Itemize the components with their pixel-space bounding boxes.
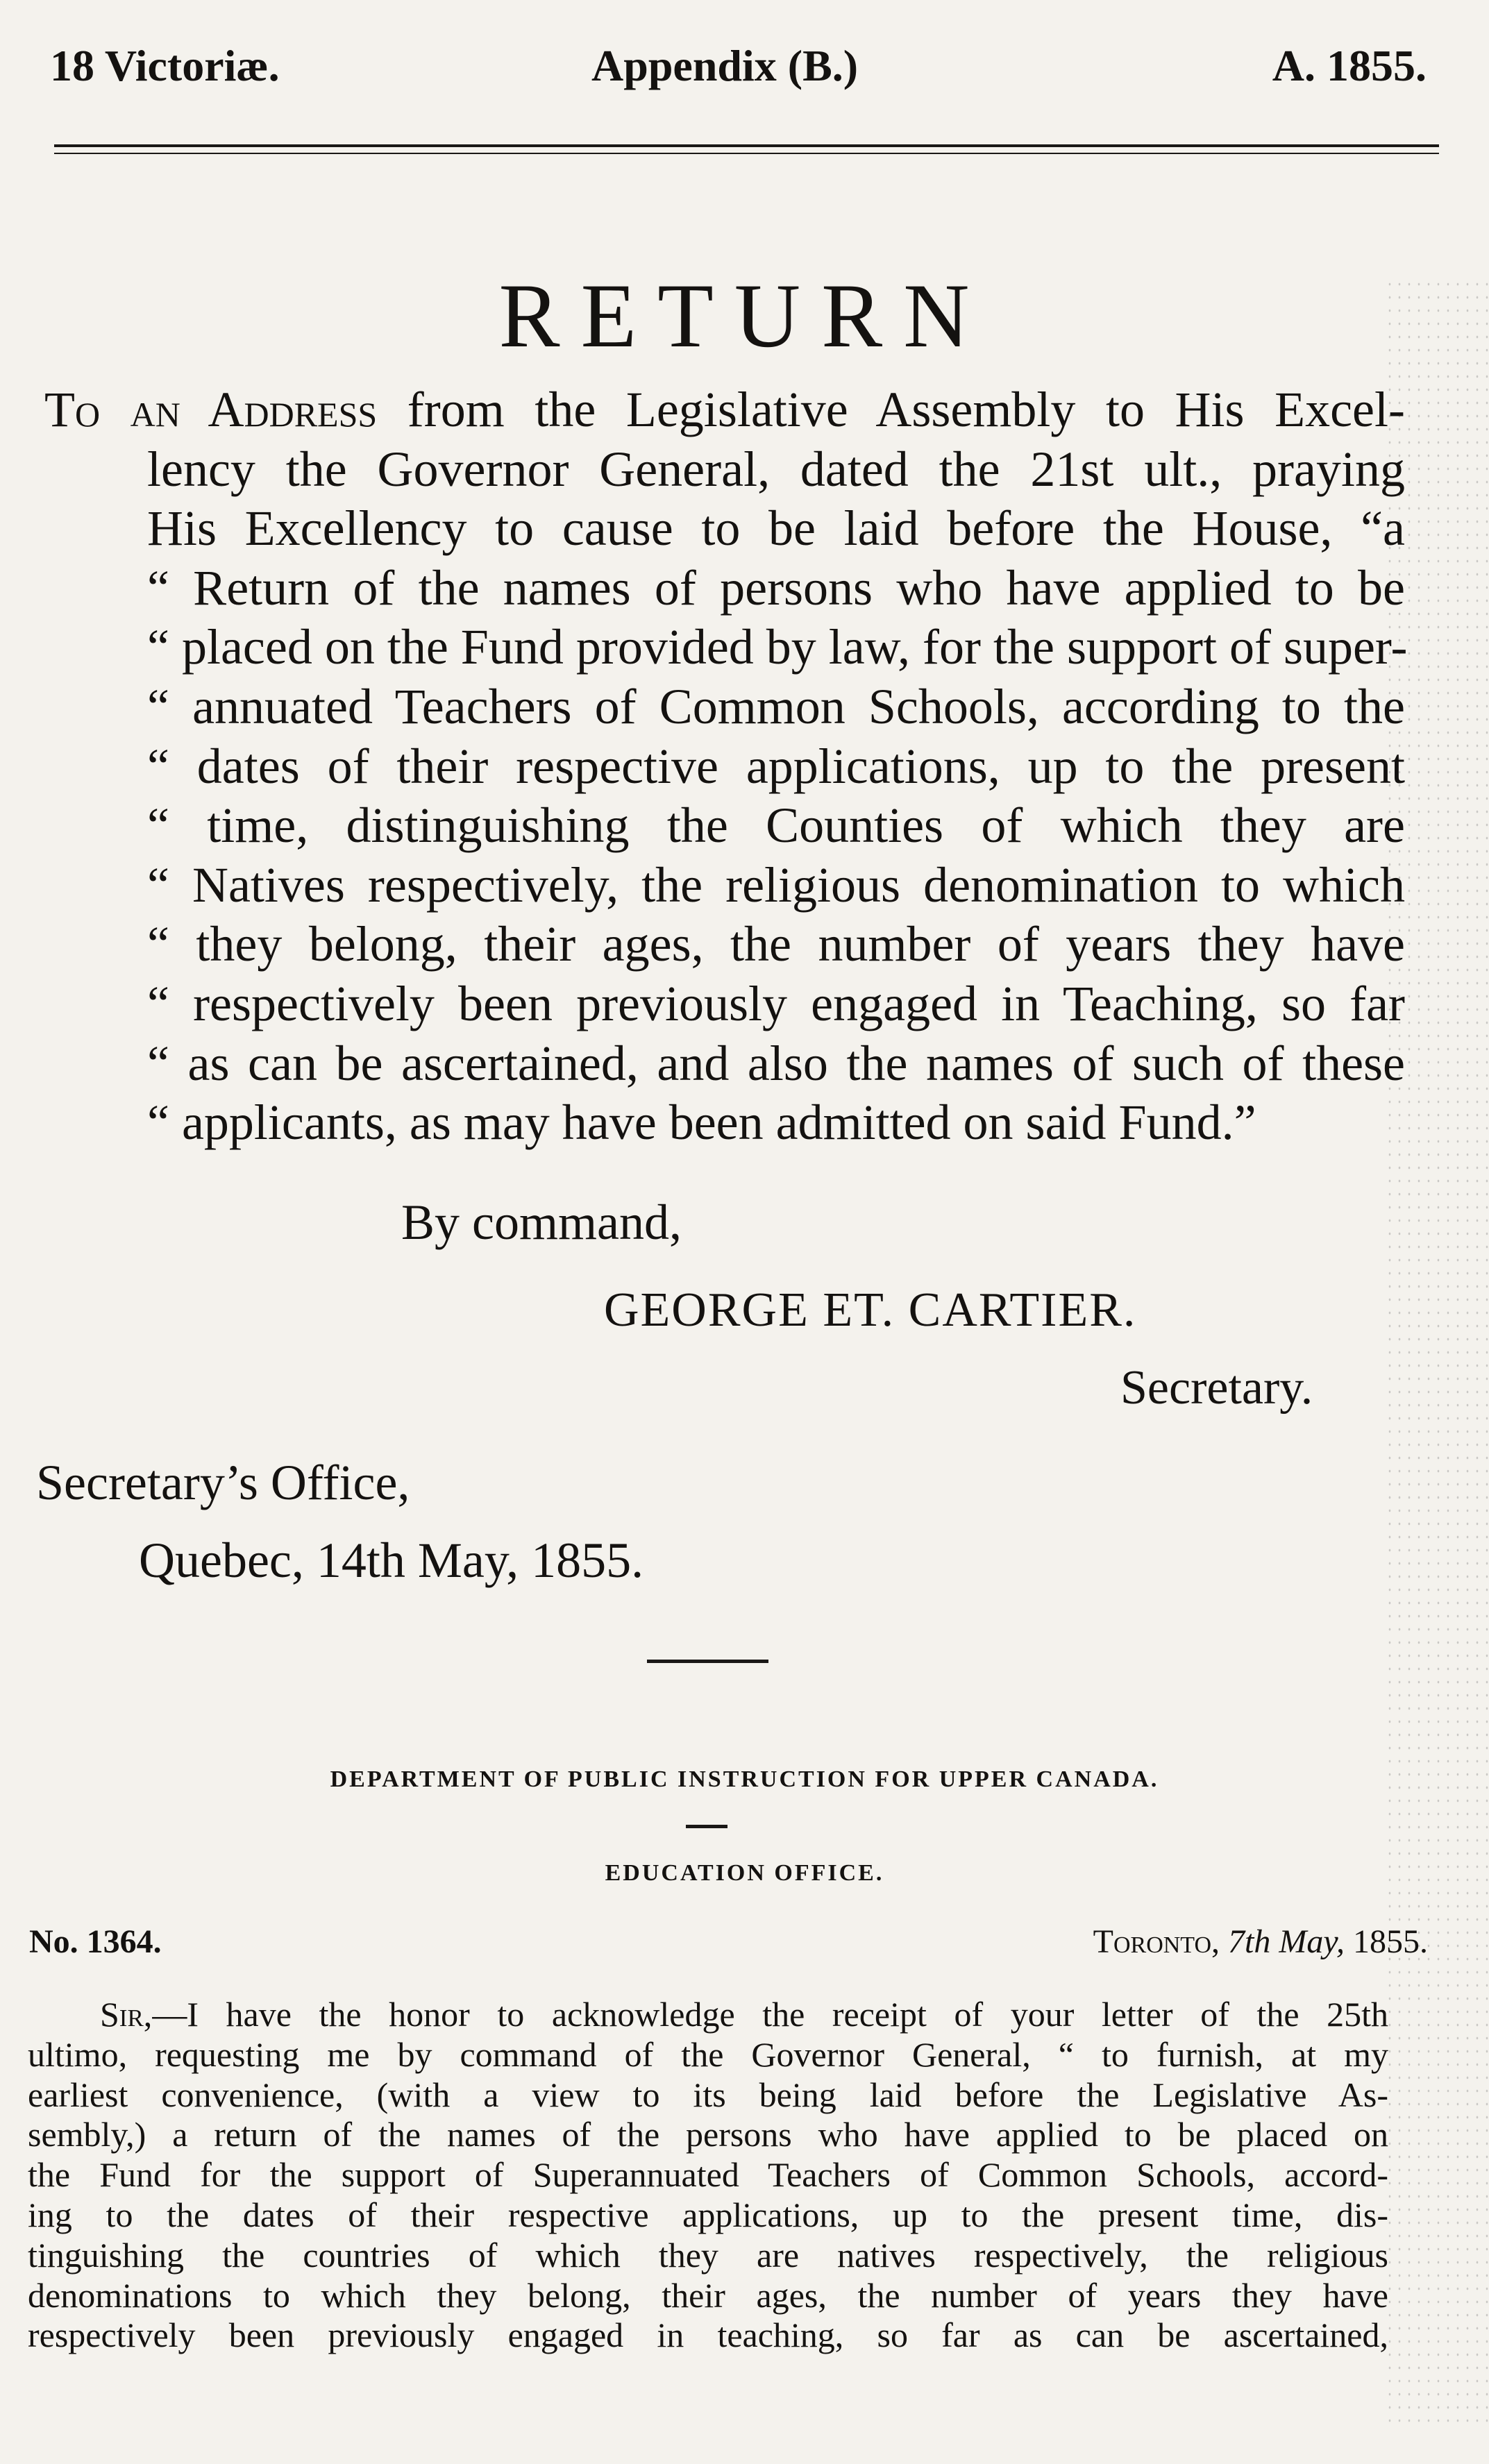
- header-appendix: Appendix (B.): [591, 41, 859, 90]
- letter-place-date: [1093, 1923, 1428, 1961]
- address-line: His Excellency to cause to be laid before the House, “a: [147, 500, 1405, 557]
- letter-line: tinguishing the countries of which they are natives respectively, the religious: [28, 2235, 1388, 2275]
- department-heading: DEPARTMENT OF PUBLIC INSTRUCTION FOR UPPER CANADA.: [330, 1766, 1159, 1792]
- header-year: A. 1855.: [1272, 41, 1427, 90]
- letter-city: Toronto,: [1093, 1923, 1220, 1960]
- by-command-text: By command,: [401, 1195, 682, 1250]
- address-line: “ applicants, as may have been admitted on said Fund.”: [147, 1095, 1256, 1151]
- address-line: “ they belong, their ages, the number of years they have: [147, 916, 1405, 972]
- address-line: “ Return of the names of persons who have applied to be: [147, 559, 1405, 616]
- letter-line: Sir,—I have the honor to acknowledge the receipt of your letter of the 25th: [100, 1995, 1388, 2034]
- address-paragraph: [44, 380, 1408, 1153]
- address-line: “ dates of their respective applications, up to the present: [147, 738, 1405, 794]
- heading-dash: [686, 1825, 727, 1828]
- letter-number: No. 1364.: [29, 1923, 162, 1960]
- letter-line: ing to the dates of their respective applications, up to the present time, dis-: [28, 2195, 1388, 2234]
- address-line: “ as can be ascertained, and also the names of such of these: [147, 1035, 1405, 1091]
- letter-year: 1855.: [1353, 1923, 1428, 1960]
- letter-line: earliest convenience, (with a view to its being laid before the Legislative As-: [28, 2075, 1388, 2114]
- letter-body: [28, 1995, 1388, 2356]
- letter-line: the Fund for the support of Superannuated Teachers of Common Schools, accord-: [28, 2155, 1388, 2195]
- letter-salutation: Sir,: [100, 1995, 153, 2034]
- header-double-rule: [54, 144, 1439, 154]
- letter-line: denominations to which they belong, their ages, the number of years they have: [28, 2275, 1388, 2315]
- header-session: 18 Victoriæ.: [50, 41, 280, 90]
- signer-name: GEORGE ET. CARTIER.: [604, 1283, 1137, 1337]
- letter-dateline: [29, 1923, 1428, 1971]
- letter-line: ultimo, requesting me by command of the Governor General, “ to furnish, at my: [28, 2034, 1388, 2074]
- office-line-2: Quebec, 14th May, 1855.: [139, 1533, 644, 1588]
- address-line: “ Natives respectively, the religious denomination to which: [147, 857, 1405, 913]
- address-line: lency the Governor General, dated the 21st ult., praying: [147, 441, 1405, 497]
- running-header: [50, 40, 1427, 103]
- signer-title: Secretary.: [1120, 1361, 1313, 1415]
- address-line: “ respectively been previously engaged in Teaching, so far: [147, 975, 1405, 1031]
- address-line: “ time, distinguishing the Counties of which they are: [147, 798, 1405, 854]
- address-lead: To an Address: [44, 382, 378, 437]
- office-heading: EDUCATION OFFICE.: [605, 1860, 884, 1886]
- office-line-1: Secretary’s Office,: [36, 1455, 410, 1510]
- letter-line: respectively been previously engaged in teaching, so far as can be ascertained,: [28, 2315, 1388, 2355]
- letter-line: sembly,) a return of the names of the persons who have applied to be placed on: [28, 2115, 1388, 2154]
- office-address: [36, 1444, 643, 1599]
- page-title: RETURN: [498, 264, 991, 366]
- letter-date: 7th May,: [1228, 1923, 1345, 1960]
- address-line: “ placed on the Fund provided by law, for the support of super-: [147, 619, 1408, 675]
- address-line: “ annuated Teachers of Common Schools, according to the: [147, 678, 1405, 734]
- section-divider: [647, 1660, 768, 1663]
- address-line: To an Address from the Legislative Assembly to His Excel-: [44, 382, 1405, 437]
